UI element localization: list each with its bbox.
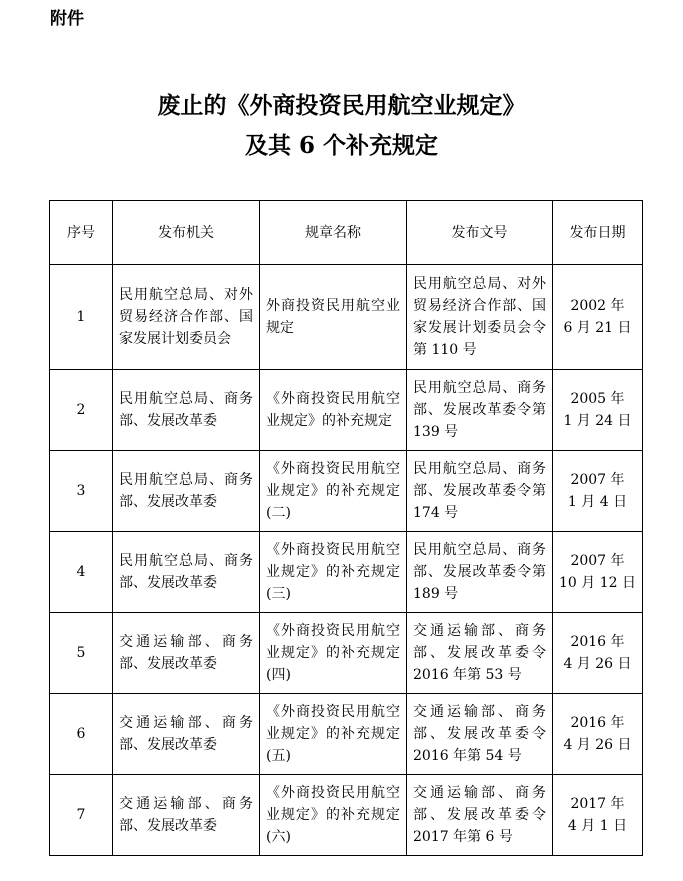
table-row [50,613,643,694]
cell-issuing-authority: 民用航空总局、对外贸易经济合作部、国家发展计划委员会 [113,265,260,370]
cell-regulation-name: 外商投资民用航空业规定 [260,265,407,370]
regulations-table [49,200,643,856]
date-month-day: 4 月 26 日 [563,737,632,753]
header-seq: 序号 [50,201,113,265]
date-month-day: 4 月 1 日 [567,818,628,834]
cell-seq: 3 [50,451,113,532]
date-month-day: 10 月 12 日 [559,575,636,591]
header-document-number: 发布文号 [407,201,553,265]
cell-document-number: 交通运输部、商务部、发展改革委令 2017 年第 6 号 [407,775,553,856]
document-title-line-1: 废止的《外商投资民用航空业规定》 [157,92,526,119]
cell-issuing-authority: 交通运输部、商务部、发展改革委 [113,775,260,856]
table-row [50,532,643,613]
date-month-day: 4 月 26 日 [563,656,632,672]
cell-issuing-authority: 交通运输部、商务部、发展改革委 [113,694,260,775]
date-month-day: 6 月 21 日 [563,320,632,336]
cell-issue-date [553,613,643,694]
cell-issuing-authority: 交通运输部、商务部、发展改革委 [113,613,260,694]
cell-seq: 1 [50,265,113,370]
cell-issuing-authority: 民用航空总局、商务部、发展改革委 [113,451,260,532]
cell-regulation-name: 《外商投资民用航空业规定》的补充规定 [260,370,407,451]
cell-issue-date [553,265,643,370]
cell-seq: 6 [50,694,113,775]
date-month-day: 1 月 4 日 [567,494,628,510]
cell-issue-date [553,775,643,856]
cell-document-number: 交通运输部、商务部、发展改革委令 2016 年第 53 号 [407,613,553,694]
header-issue-date: 发布日期 [553,201,643,265]
cell-regulation-name: 《外商投资民用航空业规定》的补充规定(五) [260,694,407,775]
date-year: 2016 年 [570,715,625,731]
cell-document-number: 交通运输部、商务部、发展改革委令 2016 年第 54 号 [407,694,553,775]
cell-issue-date [553,370,643,451]
date-month-day: 1 月 24 日 [563,413,632,429]
cell-regulation-name: 《外商投资民用航空业规定》的补充规定(四) [260,613,407,694]
date-year: 2007 年 [570,472,625,488]
cell-issue-date [553,532,643,613]
date-year: 2017 年 [570,796,625,812]
cell-seq: 4 [50,532,113,613]
date-year: 2002 年 [570,298,625,314]
date-year: 2016 年 [570,634,625,650]
table-row [50,265,643,370]
document-title-line-2: 及其 6 个补充规定 [244,132,439,159]
cell-seq: 5 [50,613,113,694]
cell-regulation-name: 《外商投资民用航空业规定》的补充规定(六) [260,775,407,856]
table-row [50,370,643,451]
table-row [50,775,643,856]
cell-issue-date [553,451,643,532]
cell-regulation-name: 《外商投资民用航空业规定》的补充规定(三) [260,532,407,613]
cell-document-number: 民用航空总局、商务部、发展改革委令第 174 号 [407,451,553,532]
cell-regulation-name: 《外商投资民用航空业规定》的补充规定(二) [260,451,407,532]
cell-document-number: 民用航空总局、商务部、发展改革委令第 139 号 [407,370,553,451]
cell-issuing-authority: 民用航空总局、商务部、发展改革委 [113,370,260,451]
header-issuing-authority: 发布机关 [113,201,260,265]
table-header-row [50,201,643,265]
cell-seq: 7 [50,775,113,856]
table-row [50,451,643,532]
date-year: 2007 年 [570,553,625,569]
cell-document-number: 民用航空总局、商务部、发展改革委令第 189 号 [407,532,553,613]
cell-issue-date [553,694,643,775]
cell-issuing-authority: 民用航空总局、商务部、发展改革委 [113,532,260,613]
cell-document-number: 民用航空总局、对外贸易经济合作部、国家发展计划委员会令第 110 号 [407,265,553,370]
table-row [50,694,643,775]
cell-seq: 2 [50,370,113,451]
attachment-label: 附件 [50,9,84,29]
date-year: 2005 年 [570,391,625,407]
header-regulation-name: 规章名称 [260,201,407,265]
